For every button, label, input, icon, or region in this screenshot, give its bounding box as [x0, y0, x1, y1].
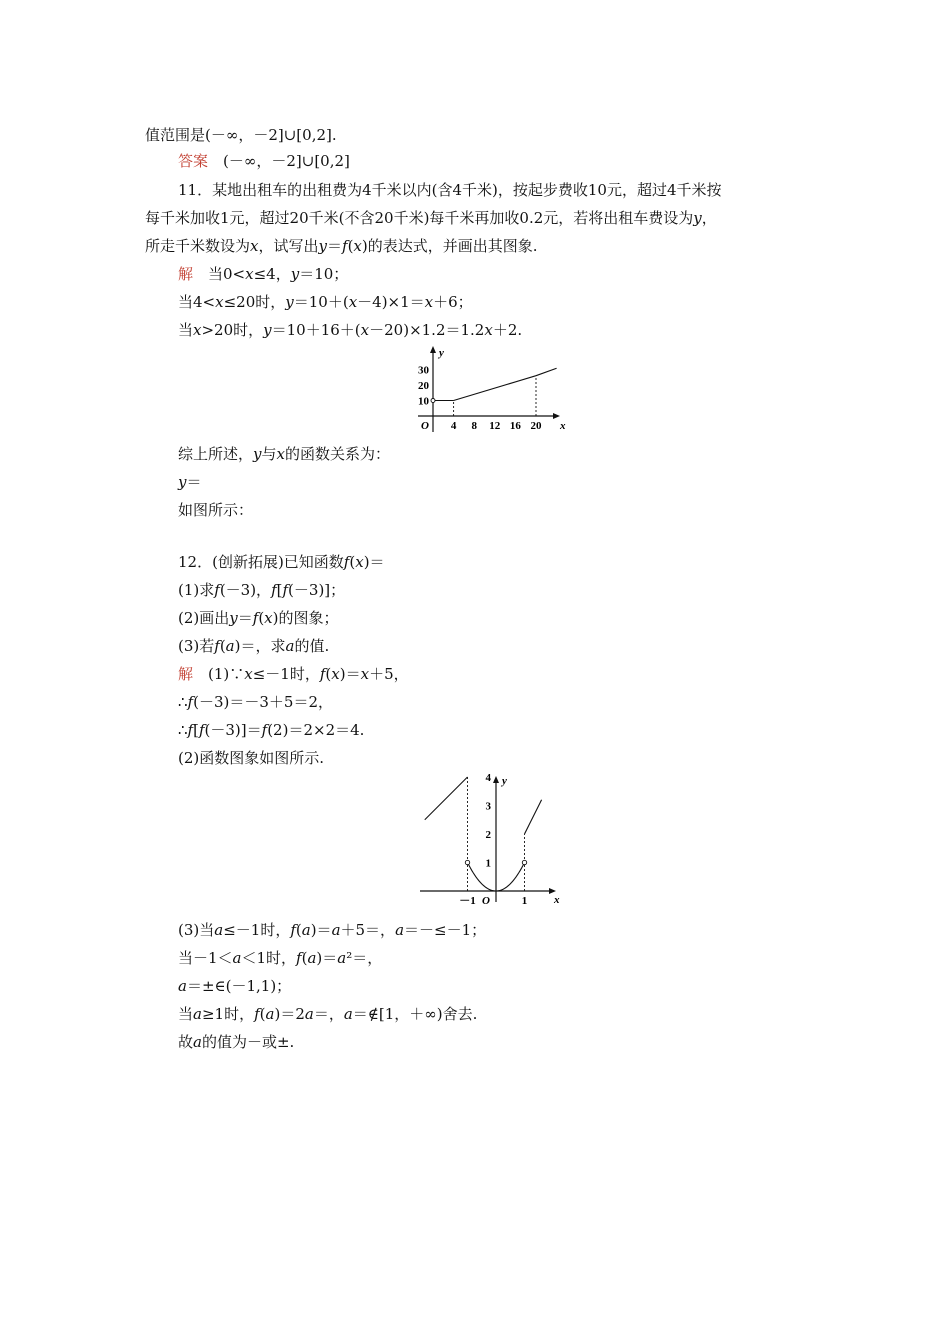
problem-12-line — [178, 608, 339, 628]
text-fragment: )＝2 — [274, 1005, 305, 1023]
x-tick-label: 12 — [489, 420, 501, 432]
text-fragment: 的值. — [294, 637, 330, 655]
text-fragment: ( — [349, 553, 356, 571]
text-fragment: 当－1＜ — [178, 949, 233, 967]
text-fragment: f — [290, 921, 296, 939]
text-fragment: (3)若 — [178, 637, 215, 655]
text-fragment: >20时， — [201, 321, 264, 339]
text-fragment: x — [193, 321, 202, 339]
text-fragment: 的函数关系为： — [284, 445, 390, 463]
text-fragment: (1)∵ — [193, 665, 245, 683]
text-fragment: y — [318, 237, 327, 255]
open-point — [431, 399, 435, 403]
text-fragment: x — [424, 293, 434, 311]
text-fragment: a — [232, 949, 242, 967]
text-fragment: ∴ — [178, 721, 188, 739]
text-fragment: (－3)＝－3＋5＝2， — [193, 693, 333, 711]
text-fragment: f — [254, 1005, 260, 1023]
text-fragment: a — [301, 921, 311, 939]
text-fragment: ≤20时， — [223, 293, 286, 311]
text-fragment: f — [252, 609, 259, 627]
problem-12-line — [178, 552, 385, 572]
text-fragment: a — [304, 1005, 314, 1023]
text-fragment: x — [245, 265, 254, 283]
text-fragment: ( — [259, 1005, 266, 1023]
text-fragment: 所走千米数设为 — [145, 237, 251, 255]
y-axis-arrow — [430, 346, 436, 353]
text-fragment: a — [225, 637, 235, 655]
text-fragment: (2)画出 — [178, 609, 230, 627]
text-fragment: 每千米加收1元，超过20千米(不含20千米)每千米再加收0.2元，若将出租车费设为 — [145, 209, 694, 227]
text-fragment: 如图所示： — [178, 501, 254, 519]
solution-line — [178, 500, 253, 520]
text-fragment: f — [187, 693, 194, 711]
text-fragment: ≤－1时， — [223, 921, 291, 939]
text-fragment: 与 — [261, 445, 277, 463]
text-fragment: x — [250, 237, 259, 255]
solution-line — [178, 692, 333, 712]
text-fragment: f — [343, 553, 350, 571]
text-fragment: －4)×1＝ — [357, 293, 425, 311]
text-fragment: y — [253, 445, 262, 463]
text-fragment: f — [198, 721, 205, 739]
text-fragment: (－3)]； — [288, 581, 346, 599]
text-fragment: ( — [347, 237, 354, 255]
text-fragment: ＝±∈(－1,1)； — [186, 977, 292, 995]
text-fragment: y — [178, 473, 187, 491]
text-fragment: 故 — [178, 1033, 194, 1051]
text-fragment: x — [360, 665, 370, 683]
text-fragment: a — [343, 1005, 353, 1023]
y-tick-label: 10 — [418, 395, 429, 408]
text-fragment: (3)当 — [178, 921, 215, 939]
text-fragment: a — [331, 921, 341, 939]
x-tick-label: 16 — [509, 420, 521, 432]
text-fragment: ≥1时， — [201, 1005, 255, 1023]
text-fragment: [ — [193, 721, 199, 739]
text-fragment: a — [395, 921, 405, 939]
y-axis-label: y — [502, 775, 507, 787]
solution-line — [178, 720, 364, 740]
text-fragment: ， — [701, 209, 717, 227]
solution-line — [178, 920, 486, 940]
text-fragment: f — [342, 237, 348, 255]
text-fragment: (2)函数图象如图所示. — [178, 749, 325, 767]
y-axis-label: y — [439, 347, 444, 359]
text-fragment: a — [307, 949, 317, 967]
text-fragment: x — [244, 665, 253, 683]
text-fragment: f — [261, 721, 268, 739]
text-fragment: ＝10＋16＋( — [271, 321, 361, 339]
text-fragment: ＝ — [326, 237, 342, 255]
text-fragment: a — [214, 921, 224, 939]
text-fragment: ＝－≤－1； — [404, 921, 487, 939]
y-tick-label: 2 — [485, 829, 491, 841]
text-fragment: ，试写出 — [258, 237, 319, 255]
y-tick-label: 4 — [485, 772, 491, 784]
text-fragment: a — [193, 1005, 202, 1023]
solution-line — [178, 1004, 477, 1024]
y-tick-label: 20 — [418, 380, 429, 392]
text-fragment: x — [484, 321, 493, 339]
text-fragment: ＋5＝， — [340, 921, 396, 939]
y-tick-label: 3 — [485, 800, 491, 813]
origin-label: O — [421, 420, 429, 432]
x-axis-label: x — [554, 894, 560, 906]
text-fragment: ≤4， — [253, 265, 291, 283]
x-axis-label: x — [560, 420, 566, 432]
text-fragment: )的表达式，并画出其图象. — [361, 237, 538, 255]
origin-label: O — [482, 895, 490, 907]
text-fragment: (2)＝2×2＝4. — [267, 721, 365, 739]
text-fragment: (－∞，－2]∪[0,2] — [208, 152, 350, 170]
solution-line — [178, 976, 291, 996]
text-fragment: 当 — [178, 1005, 194, 1023]
x-tick-label: 8 — [471, 420, 477, 432]
text-fragment: x — [276, 445, 285, 463]
text-fragment: 解 — [178, 265, 194, 283]
solution-line — [178, 664, 409, 684]
text-fragment: ＝ — [186, 473, 202, 491]
text-fragment: x — [331, 665, 340, 683]
text-fragment: 当4< — [178, 293, 216, 311]
text-fragment: f — [214, 637, 220, 655]
x-tick-label: 20 — [530, 420, 542, 432]
text-fragment: ≤－1时， — [252, 665, 320, 683]
text-fragment: ＋6； — [433, 293, 473, 311]
fare-segment — [454, 376, 536, 401]
solution-line — [178, 320, 522, 340]
text-fragment: ＝10＋( — [293, 293, 349, 311]
y-axis-arrow — [493, 776, 499, 783]
text-fragment: ( — [258, 609, 265, 627]
x-axis-arrow — [553, 413, 560, 419]
piecewise-function-graph — [418, 772, 568, 907]
x-tick-label: 4 — [450, 420, 457, 432]
function-segment — [425, 777, 468, 820]
open-point — [465, 860, 469, 864]
text-fragment: ( — [295, 921, 302, 939]
open-point — [522, 860, 526, 864]
text-fragment: f — [282, 581, 289, 599]
text-fragment: 当 — [178, 321, 194, 339]
x-tick-label: －1 — [459, 895, 476, 907]
text-fragment: ＝10； — [299, 265, 349, 283]
text-fragment: x — [215, 293, 224, 311]
text-fragment: a — [285, 637, 295, 655]
text-fragment: x — [264, 609, 273, 627]
problem-11-line — [178, 180, 722, 200]
answer-line — [178, 151, 350, 171]
text-fragment: ＋5， — [369, 665, 409, 683]
text-fragment: y — [229, 609, 238, 627]
text-fragment: y — [285, 293, 294, 311]
text-fragment: )＝ — [339, 665, 361, 683]
text-fragment: a — [265, 1005, 275, 1023]
text-fragment: 答案 — [178, 152, 209, 170]
text-fragment: ＝ — [237, 609, 253, 627]
text-fragment: ＝， — [313, 1005, 344, 1023]
text-fragment: (1)求 — [178, 581, 215, 599]
solution-line — [178, 1032, 294, 1052]
text-fragment: a — [337, 949, 347, 967]
text-fragment: 当0< — [193, 265, 246, 283]
text-fragment: ( — [301, 949, 308, 967]
text-fragment: f — [319, 665, 326, 683]
text-fragment: f — [271, 581, 277, 599]
text-fragment: )＝ — [316, 949, 338, 967]
text-fragment: )的图象； — [272, 609, 339, 627]
text-fragment: a — [193, 1033, 202, 1051]
text-fragment: x — [355, 553, 364, 571]
text-fragment: ＜1时， — [241, 949, 297, 967]
text-fragment: 12．(创新拓展)已知函数 — [178, 553, 344, 571]
text-fragment: )＝，求 — [234, 637, 286, 655]
text-fragment: (－3)]＝ — [204, 721, 262, 739]
text-fragment: f — [187, 721, 194, 739]
solution-line — [178, 444, 390, 464]
solution-line — [178, 748, 324, 768]
y-tick-label: 30 — [418, 364, 429, 377]
taxi-fare-graph — [408, 340, 573, 440]
text-fragment: f — [296, 949, 302, 967]
text-fragment: [ — [276, 581, 283, 599]
function-segment — [525, 800, 542, 834]
text-fragment: a — [178, 977, 187, 995]
text-fragment: )＝ — [310, 921, 332, 939]
problem-12-line — [178, 636, 329, 656]
solution-line — [178, 292, 473, 312]
text-fragment: ＋2. — [492, 321, 523, 339]
text-fragment: x — [348, 293, 358, 311]
text-fragment: 的值为－或±. — [201, 1033, 295, 1051]
text-fragment: ∴ — [178, 693, 188, 711]
problem-12-line — [178, 580, 345, 600]
text-fragment: －20)×1.2＝1.2 — [369, 321, 485, 339]
text-fragment: )＝ — [363, 553, 385, 571]
text-fragment: ＝∉[1，＋∞)舍去. — [352, 1005, 478, 1023]
text-fragment: ²＝， — [346, 949, 383, 967]
text-fragment: ( — [325, 665, 332, 683]
text-fragment: 解 — [178, 665, 194, 683]
text-fragment: (－3)， — [219, 581, 272, 599]
text-fragment: f — [214, 581, 220, 599]
x-tick-label: 1 — [521, 895, 528, 907]
solution-line — [178, 948, 382, 968]
text-fragment: x — [360, 321, 370, 339]
problem-11-line — [145, 208, 717, 228]
solution-line — [178, 472, 202, 492]
problem-11-line — [145, 236, 538, 256]
fare-segment — [536, 368, 557, 375]
text-line — [145, 125, 337, 145]
text-fragment: 11．某地出租车的出租费为4千米以内(含4千米)，按起步费收10元，超过4千米按 — [178, 181, 722, 199]
text-fragment: y — [693, 209, 702, 227]
text-fragment: 值范围是(－∞，－2]∪[0,2]. — [145, 126, 337, 144]
y-tick-label: 1 — [485, 857, 491, 870]
text-fragment: y — [290, 265, 300, 283]
text-fragment: y — [263, 321, 272, 339]
solution-line — [178, 264, 348, 284]
text-fragment: 综上所述， — [178, 445, 254, 463]
text-fragment: ( — [219, 637, 226, 655]
text-fragment: x — [353, 237, 362, 255]
